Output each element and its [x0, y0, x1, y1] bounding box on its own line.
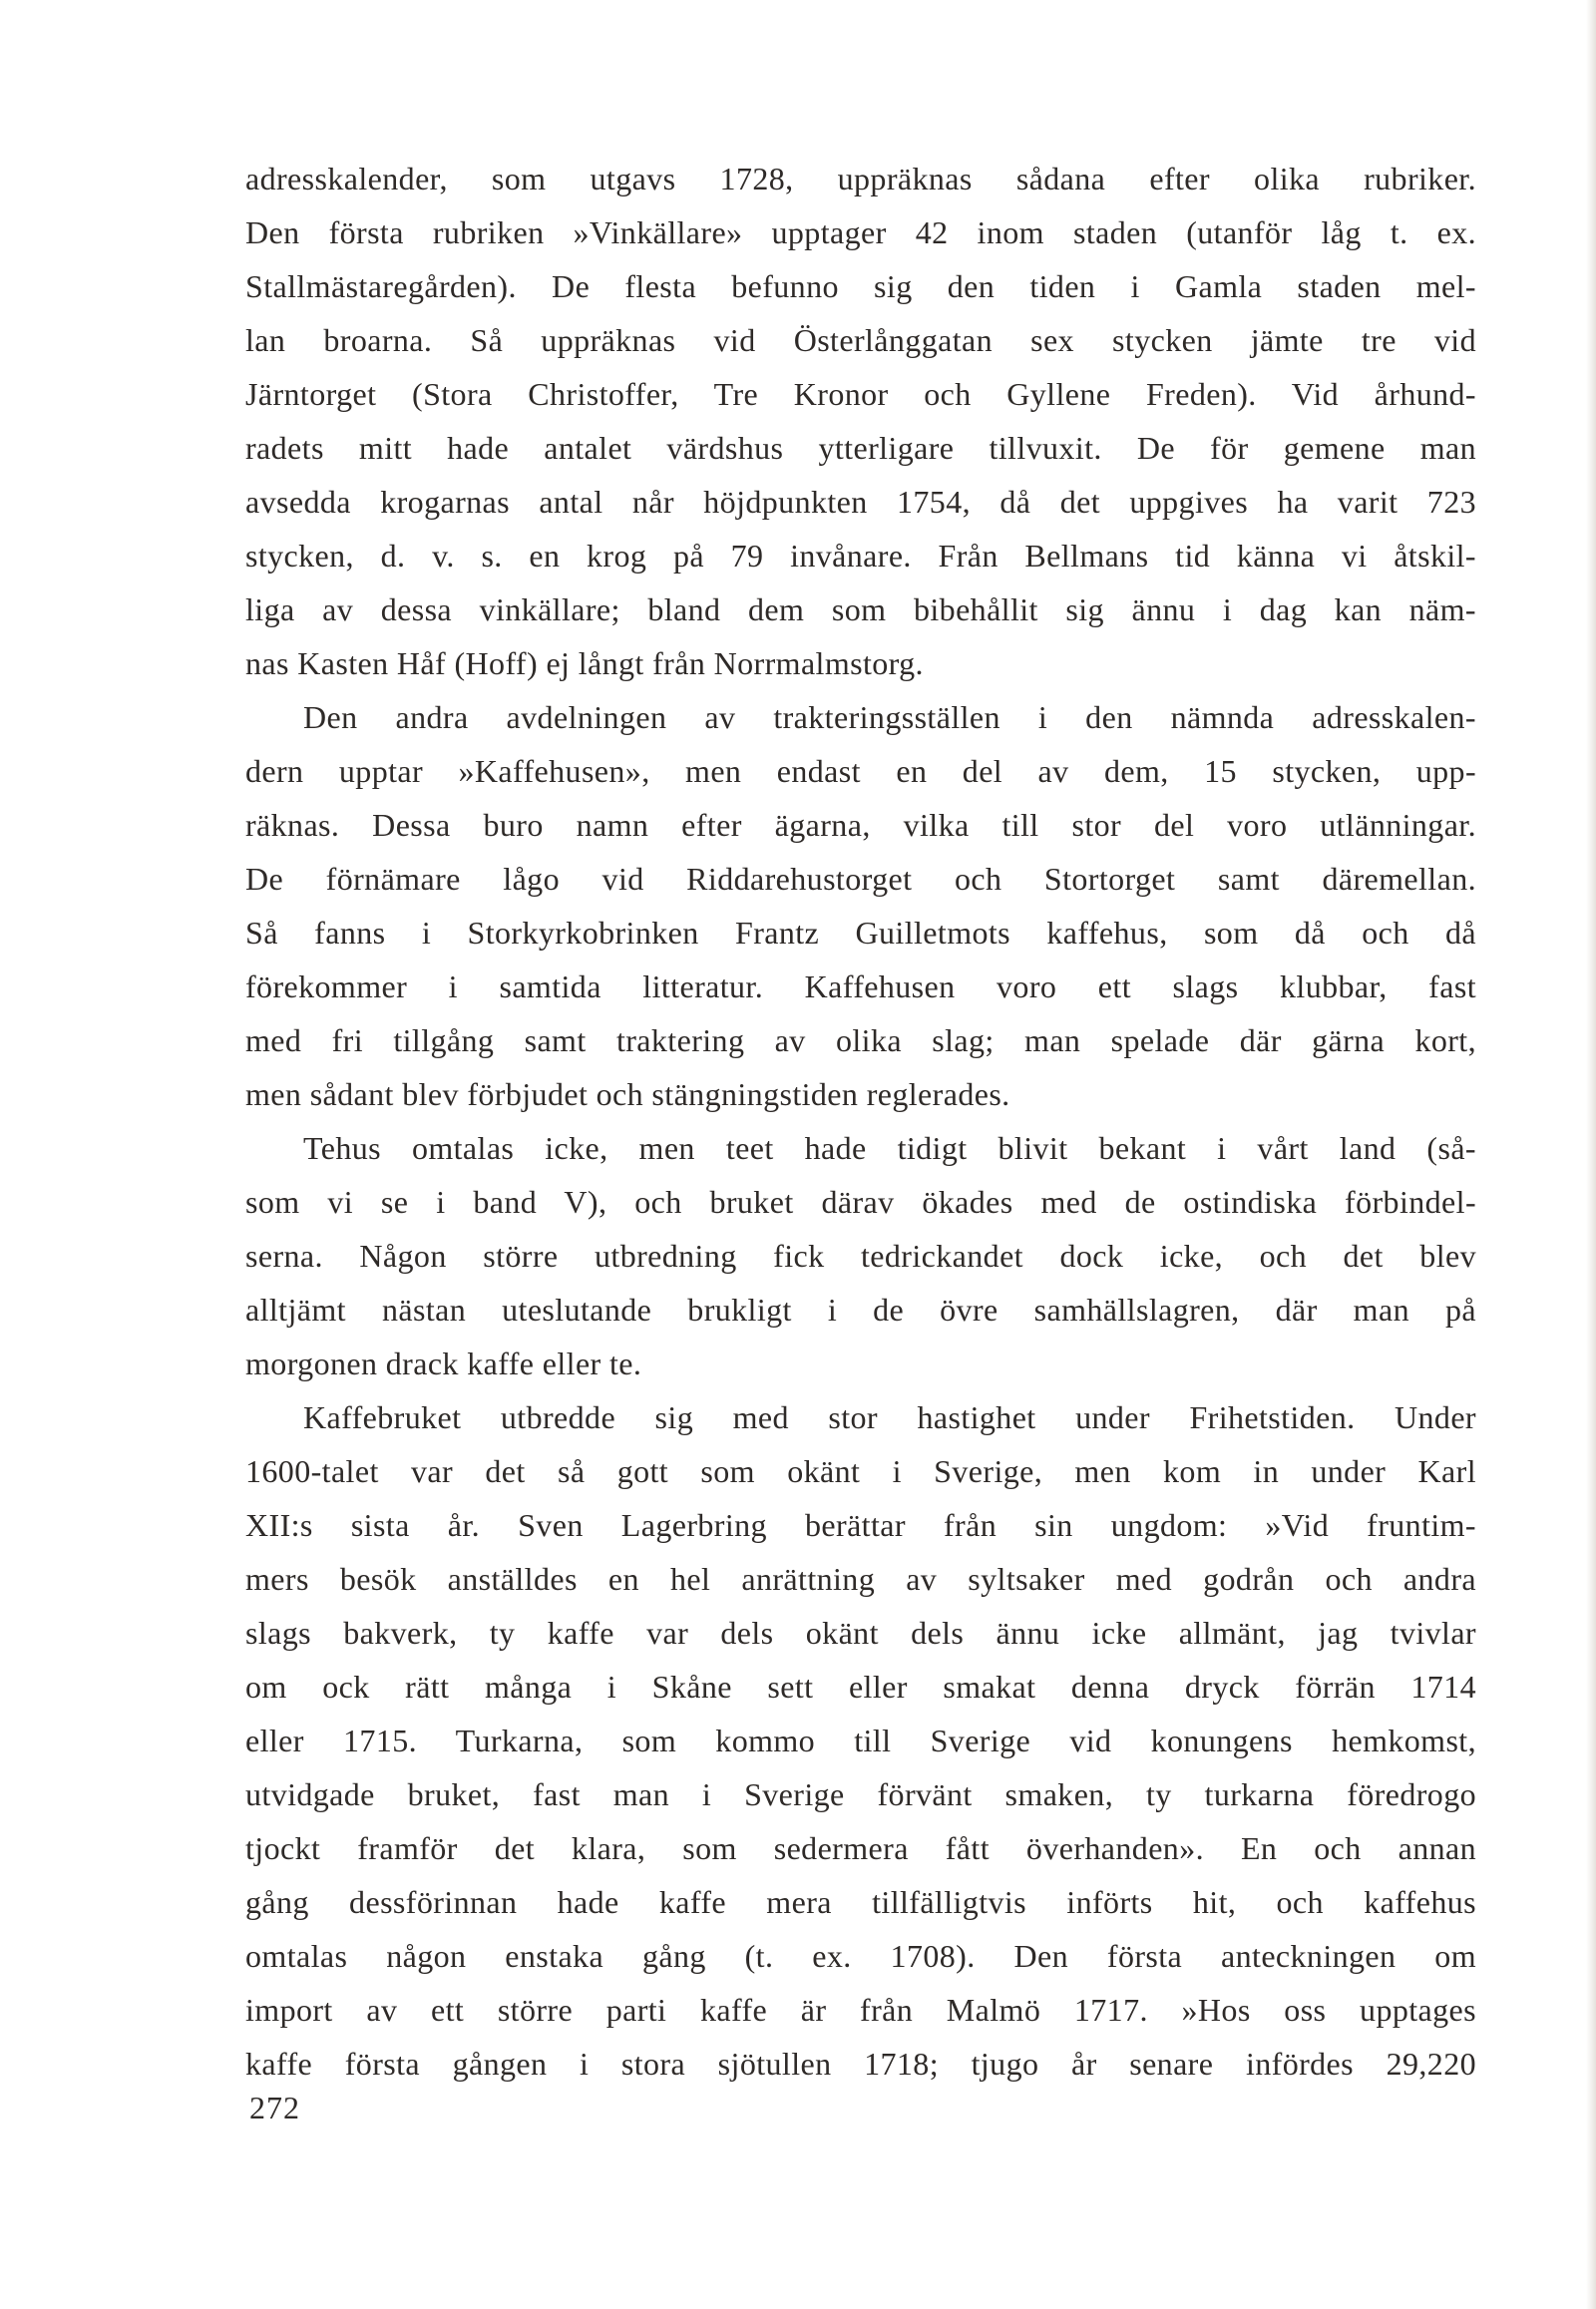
text-line: avsedda krogarnas antal når höjdpunkten 1754, då det uppgives ha varit 723 — [245, 484, 1476, 520]
page-number: 272 — [249, 2090, 300, 2125]
text-line: dern upptar »Kaffehusen», men endast en del av dem, 15 stycken, upp- — [245, 753, 1476, 789]
text-line: med fri tillgång samt traktering av olika slag; man spelade där gärna kort, — [245, 1022, 1476, 1058]
text-line: tjockt framför det klara, som sedermera fått överhanden». En och annan — [245, 1830, 1476, 1866]
text-line: radets mitt hade antalet värdshus ytterligare tillvuxit. De för gemene man — [245, 430, 1476, 466]
text-line: slags bakverk, ty kaffe var dels okänt dels ännu icke allmänt, jag tvivlar — [245, 1615, 1476, 1651]
text-line: Så fanns i Storkyrkobrinken Frantz Guilletmots kaffehus, som då och då — [245, 915, 1476, 951]
text-line: Den andra avdelningen av trakteringsställen i den nämnda adresskalen- — [303, 699, 1476, 735]
text-line: adresskalender, som utgavs 1728, uppräknas sådana efter olika rubriker. — [245, 161, 1476, 196]
text-line: om ock rätt många i Skåne sett eller smakat denna dryck förrän 1714 — [245, 1669, 1476, 1705]
text-line: 1600-talet var det så gott som okänt i Sverige, men kom in under Karl — [245, 1453, 1476, 1489]
text-line: stycken, d. v. s. en krog på 79 invånare. Från Bellmans tid känna vi åtskil- — [245, 538, 1476, 574]
paragraph-4 — [245, 1390, 1476, 2091]
paragraph-1 — [245, 152, 1476, 690]
text-line: men sådant blev förbjudet och stängningstiden reglerades. — [245, 1076, 1010, 1112]
text-line: De förnämare lågo vid Riddarehustorget och Stortorget samt däremellan. — [245, 861, 1476, 897]
text-line: nas Kasten Håf (Hoff) ej långt från Norrmalmstorg. — [245, 645, 924, 681]
text-line: serna. Någon större utbredning fick tedrickandet dock icke, och det blev — [245, 1238, 1476, 1274]
text-line: lan broarna. Så uppräknas vid Österlånggatan sex stycken jämte tre vid — [245, 322, 1476, 358]
text-line: XII:s sista år. Sven Lagerbring berättar från sin ungdom: »Vid fruntim- — [245, 1507, 1476, 1543]
text-line: eller 1715. Turkarna, som kommo till Sverige vid konungens hemkomst, — [245, 1723, 1476, 1758]
body-text — [245, 152, 1476, 2091]
text-line: Kaffebruket utbredde sig med stor hastighet under Frihetstiden. Under — [303, 1399, 1476, 1435]
text-line: förekommer i samtida litteratur. Kaffehusen voro ett slags klubbar, fast — [245, 968, 1476, 1004]
text-line: alltjämt nästan uteslutande brukligt i de övre samhällslagren, där man på — [245, 1292, 1476, 1328]
text-line: Järntorget (Stora Christoffer, Tre Kronor och Gyllene Freden). Vid århund- — [245, 376, 1476, 412]
text-line: kaffe första gången i stora sjötullen 1718; tjugo år senare infördes 29,220 — [245, 2046, 1476, 2082]
text-line: omtalas någon enstaka gång (t. ex. 1708). Den första anteckningen om — [245, 1938, 1476, 1974]
text-line: utvidgade bruket, fast man i Sverige förvänt smaken, ty turkarna föredrogo — [245, 1776, 1476, 1812]
text-line: Tehus omtalas icke, men teet hade tidigt blivit bekant i vårt land (så- — [303, 1130, 1476, 1166]
text-line: gång dessförinnan hade kaffe mera tillfälligtvis införts hit, och kaffehus — [245, 1884, 1476, 1920]
text-line: som vi se i band V), och bruket därav ökades med de ostindiska förbindel- — [245, 1184, 1476, 1220]
text-line: liga av dessa vinkällare; bland dem som bibehållit sig ännu i dag kan näm- — [245, 591, 1476, 627]
text-line: mers besök anställdes en hel anrättning av syltsaker med godrån och andra — [245, 1561, 1476, 1597]
page-edge-shadow — [1586, 0, 1596, 2309]
text-line: räknas. Dessa buro namn efter ägarna, vilka till stor del voro utlänningar. — [245, 807, 1476, 843]
text-line: import av ett större parti kaffe är från Malmö 1717. »Hos oss upptages — [245, 1992, 1476, 2028]
paragraph-2 — [245, 690, 1476, 1121]
paragraph-3 — [245, 1121, 1476, 1390]
text-line: morgonen drack kaffe eller te. — [245, 1346, 642, 1381]
text-line: Den första rubriken »Vinkällare» upptager 42 inom staden (utanför låg t. ex. — [245, 214, 1476, 250]
text-line: Stallmästaregården). De flesta befunno sig den tiden i Gamla staden mel- — [245, 268, 1476, 304]
